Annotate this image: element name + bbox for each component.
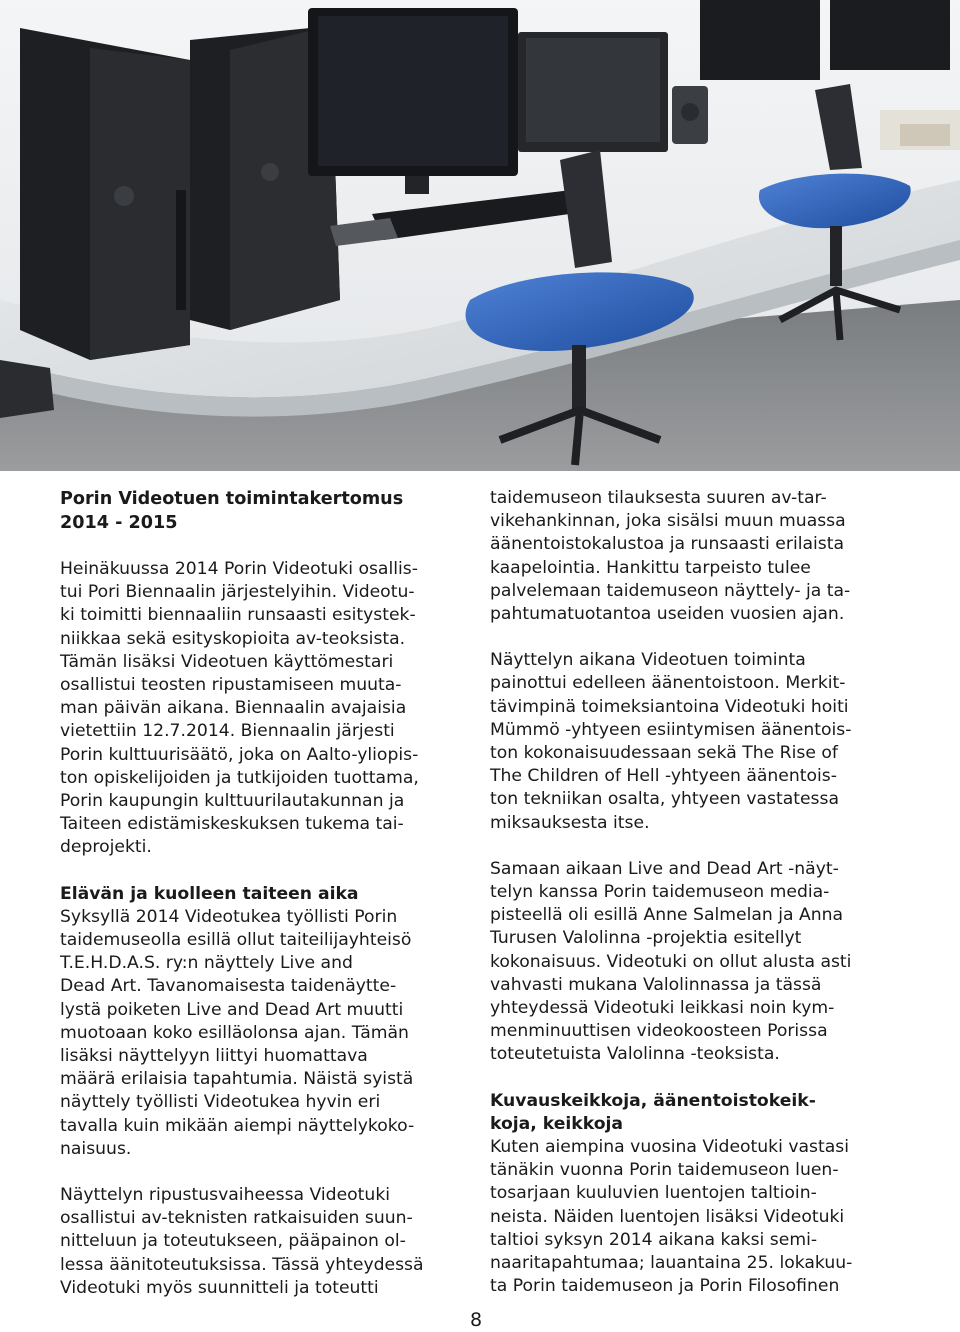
text-line: pisteellä oli esillä Anne Salmelan ja Anna [490,905,844,926]
text-line: kaapelointia. Hankittu tarpeisto tulee [490,557,811,578]
text-line: naaritapahtumaa; lauantaina 25. lokakuu- [490,1253,853,1274]
left-column [60,487,472,1300]
text-line: lessa äänitoteutuksissa. Tässä yhteydessä [60,1254,424,1275]
heading-line: Kuvauskeikkoja, äänentoistokeik- [490,1090,816,1111]
paragraph-biennale [60,558,472,860]
text-line: määrä erilaisia tapahtumia. Näistä syistä [60,1069,414,1090]
heading-line: koja, keikkoja [490,1113,623,1134]
text-line: tosarjaan kuuluvien luentojen taltioin- [490,1183,817,1204]
text-line: kokonaisuus. Videotuki on ollut alusta asti [490,951,852,972]
text-line: painottui edelleen äänentoistoon. Merkit- [490,673,846,694]
text-line: ki toimitti biennaaliin runsaasti esitystek- [60,605,416,626]
text-line: niikkaa sekä esityskopioita av-teoksista. [60,628,406,649]
text-line: telyn kanssa Porin taidemuseon media- [490,882,830,903]
paragraph-valolinna [490,858,902,1067]
text-line: Tämän lisäksi Videotuen käyttömestari [60,651,394,672]
text-line: Taiteen edistämiskeskuksen tukema tai- [60,814,404,835]
text-line: ton kokonaisuudessaan sekä The Rise of [490,743,838,764]
text-line: Turusen Valolinna -projektia esitellyt [490,928,802,949]
text-line: taidemuseolla esillä ollut taiteilijayhteisö [60,930,412,951]
text-line: nitteluun ja toteutukseen, pääpainon ol- [60,1231,406,1252]
text-line: Kuten aiempina vuosina Videotuki vastasi [490,1137,850,1158]
text-line: ton tekniikan osalta, yhtyeen vastatessa [490,789,840,810]
text-line: lystä poiketen Live and Dead Art muutti [60,999,404,1020]
text-line: miksauksesta itse. [490,812,650,833]
text-line: muotoaan koko esilläolonsa ajan. Tämän [60,1022,409,1043]
text-line: The Children of Hell -yhtyeen äänentois- [490,766,837,787]
text-line: tui Pori Biennaalin järjestelyihin. Videotu- [60,582,415,603]
text-line: Näyttelyn aikana Videotuen toiminta [490,650,806,671]
text-line: ton opiskelijoiden ja tutkijoiden tuottama, [60,767,419,788]
text-line: tänäkin vuonna Porin taidemuseon luen- [490,1160,839,1181]
text-line: osallistui teosten ripustamiseen muuta- [60,675,402,696]
paragraph-acquisition [490,487,902,626]
text-line: Dead Art. Tavanomaisesta taidenäytte- [60,976,397,997]
section-heading-live-dead-art: Elävän ja kuolleen taiteen aika [60,883,359,904]
text-line: Näyttelyn ripustusvaiheessa Videotuki [60,1185,391,1206]
text-line: T.E.H.D.A.S. ry:n näyttely Live and [60,953,353,974]
text-line: osallistui av-teknisten ratkaisuiden suun- [60,1208,413,1229]
text-line: Heinäkuussa 2014 Porin Videotuki osallis- [60,559,418,579]
text-line: tävimpinä toimeksiantoina Videotuki hoiti [490,696,849,717]
text-line: neista. Näiden luentojen lisäksi Videotuki [490,1206,845,1227]
text-line: taidemuseon tilauksesta suuren av-tar- [490,488,827,508]
text-line: toteutetuista Valolinna -teoksista. [490,1044,780,1065]
section-heading-gigs [490,1090,902,1136]
paragraph-sound [490,649,902,835]
text-line: vikehankinnan, joka sisälsi muun muassa [490,511,846,532]
page-title-line-2: 2014 - 2015 [60,513,178,533]
paragraph-installation [60,1184,472,1300]
text-line: pahtumatuotantoa useiden vuosien ajan. [490,604,845,625]
text-line: näyttely työllisti Videotukea hyvin eri [60,1092,381,1113]
computer-lab-photo [0,0,960,471]
text-line: menminuuttisen videokoosteen Porissa [490,1021,828,1042]
right-column [490,487,902,1299]
text-line: Samaan aikaan Live and Dead Art -näyt- [490,858,839,879]
text-line: man päivän aikana. Biennaalin avajaisia [60,698,407,719]
text-line: taltioi syksyn 2014 aikana kaksi semi- [490,1229,818,1250]
text-line: Videotuki myös suunnitteli ja toteutti [60,1277,379,1298]
text-line: äänentoistokalustoa ja runsaasti erilaista [490,534,845,555]
text-line: palvelemaan taidemuseon näyttely- ja ta- [490,580,851,601]
text-line: vahvasti mukana Valolinnassa ja tässä [490,974,822,995]
page-number: 8 [470,1309,483,1331]
text-line: deprojekti. [60,837,152,858]
text-line: Syksyllä 2014 Videotukea työllisti Porin [60,906,398,927]
text-line: Porin kulttuurisäätö, joka on Aalto-yliopis- [60,744,419,765]
text-line: lisäksi näyttelyyn liittyi huomattava [60,1046,368,1067]
paragraph-lectures [490,1136,902,1298]
page-title-line-1: Porin Videotuen toimintakertomus [60,489,404,509]
paragraph-live-dead-art [60,906,472,1161]
text-line: tavalla kuin mikään aiempi näyttelykoko- [60,1115,415,1136]
text-line: naisuus. [60,1138,132,1159]
text-line: yhteydessä Videotuki leikkasi noin kym- [490,998,835,1019]
text-line: Porin kaupungin kulttuurilautakunnan ja [60,791,405,812]
text-line: ta Porin taidemuseon ja Porin Filosofinen [490,1276,840,1297]
text-line: vietettiin 12.7.2014. Biennaalin järjesti [60,721,395,742]
text-line: Mümmö -yhtyeen esiintymisen äänentois- [490,719,852,740]
